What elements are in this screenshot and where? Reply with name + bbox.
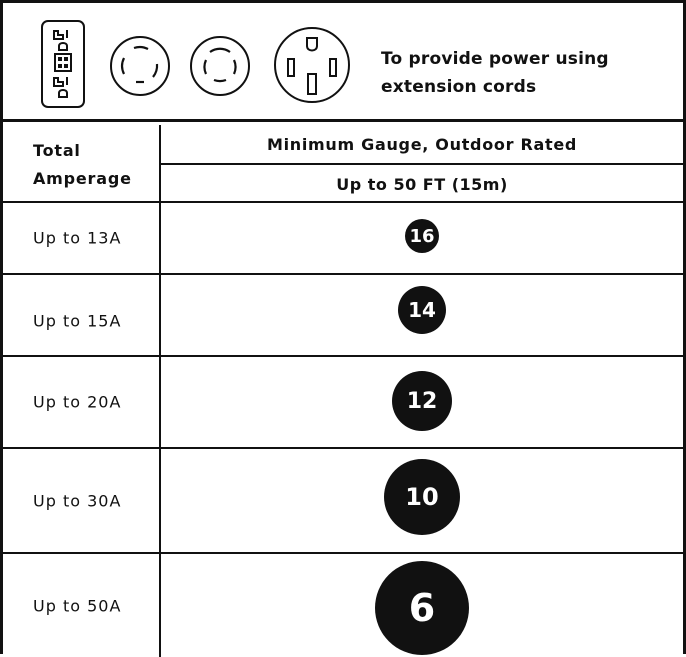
total-amperage-line-2: Amperage	[33, 169, 132, 188]
minimum-gauge-heading: Minimum Gauge, Outdoor Rated	[161, 125, 683, 165]
amperage-label: Up to 15A	[33, 311, 122, 331]
amperage-cell	[3, 357, 161, 447]
amperage-label: Up to 30A	[33, 491, 122, 510]
twist-lock-l14-30-icon	[188, 34, 252, 98]
amperage-label: Up to 50A	[33, 596, 122, 615]
total-amperage-heading	[33, 137, 132, 193]
table-row	[3, 275, 683, 357]
table-row	[3, 203, 683, 275]
gauge-badge: 10	[384, 459, 460, 535]
amperage-cell	[3, 275, 161, 355]
column-header-row	[3, 125, 683, 203]
header-caption	[381, 45, 609, 101]
header-caption-line-1: To provide power using	[381, 49, 609, 69]
gauge-cell	[161, 203, 683, 273]
amperage-cell	[3, 449, 161, 552]
table-row	[3, 449, 683, 554]
gauge-cell	[161, 275, 683, 355]
gfci-duplex-outlet-icon	[39, 18, 87, 110]
twist-lock-l5-30-icon	[108, 34, 172, 98]
chart-header	[3, 3, 683, 122]
gauge-cell	[161, 554, 683, 657]
gauge-badge: 12	[392, 371, 452, 431]
table-row	[3, 357, 683, 449]
header-caption-line-2: extension cords	[381, 77, 537, 97]
total-amperage-header-cell	[3, 125, 161, 201]
amperage-label: Up to 13A	[33, 228, 122, 248]
amperage-cell	[3, 554, 161, 657]
cord-length-heading: Up to 50 FT (15m)	[336, 174, 508, 194]
tt-30-outlet-icon	[272, 22, 352, 108]
gauge-badge: 6	[375, 561, 469, 655]
gauge-badge: 14	[398, 286, 446, 334]
amperage-cell	[3, 203, 161, 273]
total-amperage-line-1: Total	[33, 141, 81, 160]
gauge-cell	[161, 357, 683, 447]
gauge-badge: 16	[405, 219, 439, 253]
gauge-cell	[161, 449, 683, 552]
table-row	[3, 554, 683, 657]
amperage-label: Up to 20A	[33, 392, 122, 412]
